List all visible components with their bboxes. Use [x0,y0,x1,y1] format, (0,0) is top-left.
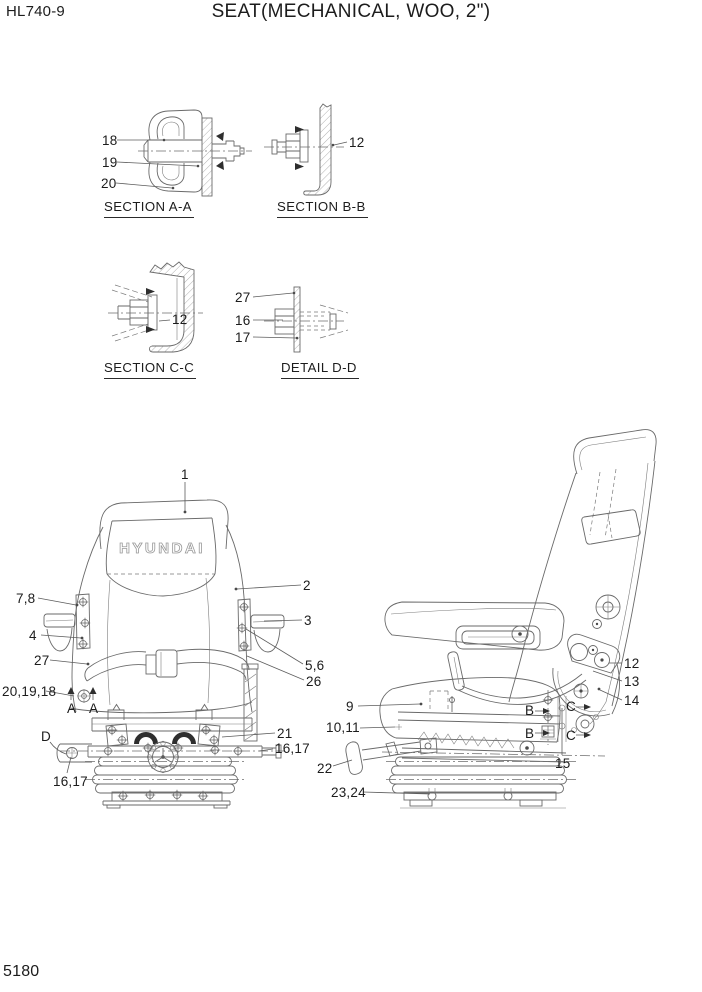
callout-22: 22 [317,761,333,776]
section-marker-a-left: A [67,701,77,716]
section-cc-title: SECTION C-C [104,361,196,379]
callout-1: 1 [181,467,189,482]
callout-9: 9 [346,699,354,714]
callout-16-dd: 16 [235,313,251,328]
callout-20: 20 [101,176,117,191]
section-aa-title: SECTION A-A [104,200,194,218]
callout-7-8: 7,8 [16,591,36,606]
page-title: SEAT(MECHANICAL, WOO, 2") [211,1,491,22]
callout-4: 4 [29,628,37,643]
detail-dd-drawing [253,287,348,352]
callout-16-17-right: 16,17 [275,741,310,756]
callout-13: 13 [624,674,640,689]
section-bb-drawing [264,104,347,195]
callout-27-front: 27 [34,653,50,668]
callout-16-17-bottom: 16,17 [53,774,88,789]
page-number: 5180 [3,963,40,980]
callout-3: 3 [304,613,312,628]
callout-17-dd: 17 [235,330,251,345]
callout-15: 15 [555,756,571,771]
callout-20-19-18: 20,19,18 [2,684,57,699]
callout-27-dd: 27 [235,290,251,305]
section-bb-title: SECTION B-B [277,200,368,218]
callout-14: 14 [624,693,640,708]
callout-26: 26 [306,674,322,689]
seat-brand-logo: HYUNDAI [119,540,205,557]
callout-12-cc: 12 [172,312,188,327]
section-marker-b-top: B [525,703,535,718]
section-marker-c-bottom: C [566,728,576,743]
model-number: HL740-9 [6,3,65,20]
callout-12-side: 12 [624,656,640,671]
side-view-drawing [333,430,656,808]
front-view-drawing [38,482,304,808]
callout-5-6: 5,6 [305,658,325,673]
detail-marker-d: D [41,729,51,744]
callout-21: 21 [277,726,293,741]
callout-18: 18 [102,133,118,148]
callout-10-11: 10,11 [326,720,360,735]
callout-12-bb: 12 [349,135,365,150]
section-marker-a-right: A [89,701,99,716]
callout-23-24: 23,24 [331,785,366,800]
callout-2: 2 [303,578,311,593]
detail-dd-title: DETAIL D-D [281,361,359,379]
section-aa-drawing [116,110,252,196]
section-cc-drawing [108,262,203,352]
section-marker-b-bottom: B [525,726,535,741]
section-marker-c-top: C [566,699,576,714]
callout-19: 19 [102,155,118,170]
